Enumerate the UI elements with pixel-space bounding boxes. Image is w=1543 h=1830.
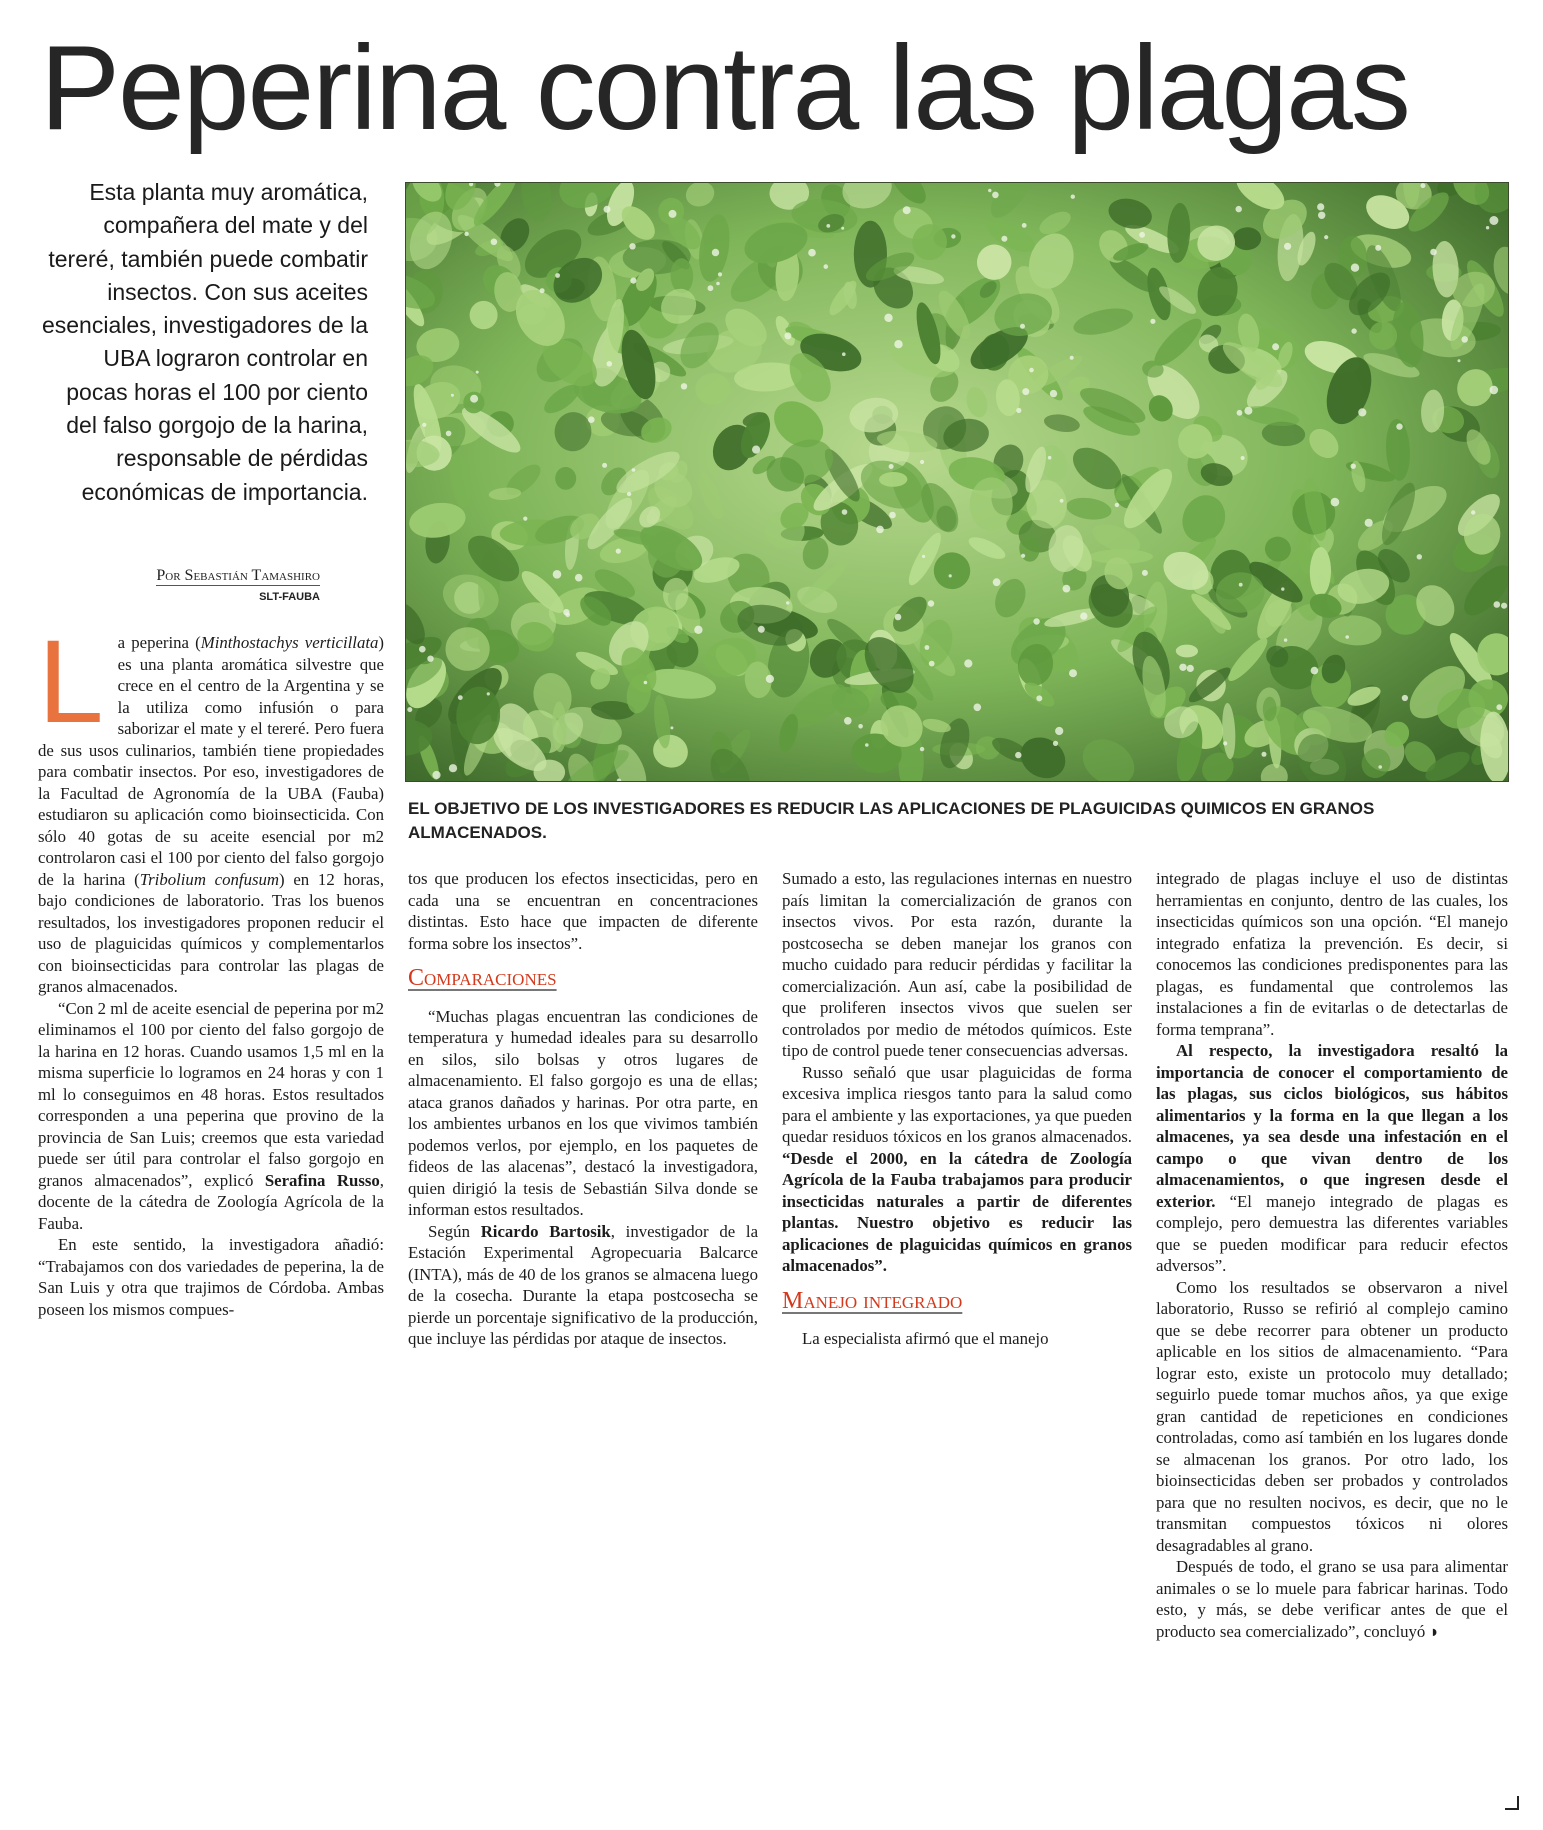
text: “El manejo integrado de plagas es complejo, pero demuestra las diferentes variables que se pueden modificar para reducir efectos adversos”. xyxy=(1156,1191,1508,1275)
flower-dot xyxy=(644,681,648,685)
flower-dot xyxy=(1187,665,1194,672)
lede-summary: Esta planta muy aromática, compañera del mate y del tereré, también puede combatir insectos. Con sus aceites esenciales, investigadores de la UBA lograron controlar en pocas horas el 100 por ciento del falso gorgojo de la harina, responsable de pérdidas económicas de importancia. xyxy=(41,179,368,505)
flower-dot xyxy=(563,609,569,615)
paragraph: Como los resultados se observaron a nivel laboratorio, Russo se refirió al complejo camino que se debe recorrer para obtener un producto aplicable en los sitios de almacenamiento. “Para lograr esto, existe un protocolo muy detallado; seguirlo puede tomar muchos años, ya que exige gran cantidad de repeticiones en condiciones controladas, como así también en los lugares donde se almacenan los granos. Por otro lado, los bioinsecticidas deben ser probados y controlados para que no resulten nocivos, es decir, que no le transmitan compuestos tóxicos ni olores desagradables al grano. xyxy=(1156,1277,1508,1555)
flower-dot xyxy=(844,717,852,725)
flower-dot xyxy=(974,704,982,712)
paragraph: Sumado a esto, las regulaciones internas en nuestro país limitan la comercialización de granos con insectos vivos. Por esta razón, durante la postcosecha se deben manejar los granos con mucho cuidado para reducir pérdidas y facilitar la comercialización. Aun así, cabe la posibilidad de que proliferen insectos vivos que suelen ser controlados por medio de métodos químicos. Este tipo de control puede tener consecuencias adversas. xyxy=(782,869,1132,1060)
text: ) en 12 horas, bajo condiciones de laboratorio. Tras los buenos resultados, los investigadores proponen reducir el uso de plaguicidas químicos y complementarlos con bioinsecticidas para controlar las plagas de granos almacenados. xyxy=(38,869,385,996)
flower-dot xyxy=(1486,226,1489,229)
paragraph: En este sentido, la investigadora añadió: “Trabajamos con dos variedades de peperina, la de San Luis y otra que trajimos de Córdoba. Ambas poseen los mismos compues- xyxy=(38,1235,384,1319)
author-organization: SLT-FAUBA xyxy=(259,591,320,603)
flower-dot xyxy=(1489,216,1498,225)
text: Después de todo, el grano se usa para alimentar animales o se lo muele para fabricar harinas. Todo esto, y más, se debe verificar antes de que el producto sea comercializado”, concluyó xyxy=(1156,1557,1508,1641)
flower-dot xyxy=(1223,741,1227,745)
paragraph xyxy=(1156,1556,1508,1642)
flower-dot xyxy=(894,340,902,348)
flower-dot xyxy=(1050,390,1057,397)
flower-dot xyxy=(1490,386,1499,395)
article-column-1 xyxy=(38,616,385,1320)
flower-dot xyxy=(602,463,607,468)
flower-dot xyxy=(458,695,463,700)
flower-dot xyxy=(784,332,791,339)
flower-dot xyxy=(1365,519,1373,527)
flower-dot xyxy=(752,446,760,454)
flower-dot xyxy=(669,210,677,218)
flower-dot xyxy=(992,192,999,199)
flower-dot xyxy=(1358,408,1366,416)
flower-dot xyxy=(607,361,613,367)
flower-dot xyxy=(476,371,479,374)
flower-dot xyxy=(1345,635,1349,639)
flower-dot xyxy=(1284,243,1291,250)
flower-dot xyxy=(464,232,468,236)
flower-dot xyxy=(1324,235,1328,239)
flower-dot xyxy=(1016,408,1021,413)
flower-dot xyxy=(1055,727,1063,735)
flower-dot xyxy=(716,282,720,286)
flower-dot xyxy=(1331,498,1340,507)
flower-dot xyxy=(1417,554,1422,559)
flower-dot xyxy=(1053,741,1058,746)
flower-dot xyxy=(920,747,924,751)
flower-dot xyxy=(1471,510,1475,514)
flower-dot xyxy=(1317,203,1324,210)
flower-dot xyxy=(1375,245,1381,251)
flower-dot xyxy=(1048,456,1052,460)
flower-dot xyxy=(718,272,722,276)
flower-dot xyxy=(1351,328,1356,333)
flower-dot xyxy=(694,626,702,634)
flower-dot xyxy=(1241,456,1245,460)
flower-dot xyxy=(487,692,490,695)
flower-dot xyxy=(1430,249,1437,256)
leaf-shape xyxy=(1263,697,1277,722)
flower-dot xyxy=(1033,618,1039,624)
highlighted-text: Al respecto, la investigadora resaltó la importancia de conocer el comportamiento de las plagas, sus ciclos biológicos, sus hábitos alimentarios y la forma en la que llegan a los almacenes, ya sea desde una infestación en el campo o que vivan dentro de los almacenamientos, o que ingresen desde el exterior. xyxy=(1156,1041,1508,1211)
flower-dot xyxy=(1239,583,1243,587)
flower-dot xyxy=(1351,264,1359,272)
flower-dot xyxy=(842,509,848,515)
flower-dot xyxy=(920,460,924,464)
paragraph xyxy=(782,1062,1132,1277)
subheading-comparaciones: Comparaciones xyxy=(408,965,557,991)
flower-dot xyxy=(1458,359,1461,362)
flower-dot xyxy=(876,526,884,534)
flower-dot xyxy=(1142,570,1148,576)
flower-dot xyxy=(616,549,621,554)
flower-dot xyxy=(1001,236,1007,242)
flower-dot xyxy=(1015,752,1021,758)
flower-dot xyxy=(1494,601,1501,608)
flower-dot xyxy=(928,600,934,606)
article-column-4 xyxy=(1156,868,1508,1642)
flower-dot xyxy=(419,646,426,653)
peperina-plant-photo xyxy=(405,182,1509,782)
flower-dot xyxy=(1080,612,1087,619)
flower-dot xyxy=(858,724,863,729)
text: Russo señaló que usar plaguicidas de forma excesiva implica riesgos tanto para la salud como para el ambiente y las exportaciones, ya que pueden quedar residuos tóxicos en los granos almacenados. xyxy=(782,1062,1132,1146)
flower-dot xyxy=(1063,585,1071,593)
flower-dot xyxy=(1029,368,1034,373)
flower-dot xyxy=(630,278,636,284)
author-name: Por Sebastián Tamashiro xyxy=(156,567,320,584)
flower-dot xyxy=(988,189,991,192)
flower-dot xyxy=(842,352,846,356)
person-name: Serafina Russo xyxy=(264,1170,380,1190)
flower-dot xyxy=(841,227,844,230)
paragraph xyxy=(408,1221,758,1350)
flower-dot xyxy=(449,764,457,772)
intro-paragraph xyxy=(38,616,385,998)
flower-dot xyxy=(1115,503,1119,507)
person-name: Ricardo Bartosik xyxy=(480,1221,611,1241)
flower-dot xyxy=(451,394,454,397)
flower-dot xyxy=(922,555,925,558)
flower-dot xyxy=(895,614,902,621)
flower-dot xyxy=(1020,324,1025,329)
flower-dot xyxy=(1262,752,1267,757)
flower-dot xyxy=(1311,667,1319,675)
flower-dot xyxy=(670,726,673,729)
flower-dot xyxy=(1272,343,1279,350)
flower-dot xyxy=(627,492,631,496)
flower-dot xyxy=(1179,664,1186,671)
paragraph: tos que producen los efectos insecticidas, pero en cada una se encuentran en concentraciones distintas. Esto hace que impacten de diferente forma sobre los insectos”. xyxy=(408,869,758,953)
flower-dot xyxy=(993,578,1001,586)
flower-dot xyxy=(1378,765,1382,769)
article-column-2 xyxy=(408,868,758,1350)
flower-dot xyxy=(964,659,972,667)
photo-caption: EL OBJETIVO DE LOS INVESTIGADORES ES REDUCIR LAS APLICACIONES DE PLAGUICIDAS QUIMICOS EN GRANOS ALMACENADOS. xyxy=(408,799,1375,842)
headline: Peperina contra las plagas xyxy=(40,21,1409,155)
flower-dot xyxy=(427,656,433,662)
flower-dot xyxy=(1021,554,1025,558)
flower-dot xyxy=(786,601,789,604)
flower-dot xyxy=(1070,356,1074,360)
highlighted-quote: “Desde el 2000, en la cátedra de Zoología Agrícola de la Fauba trabajamos para producir insecticidas naturales a partir de diferentes plantas. Nuestro objetivo es reducir las aplicaciones de plaguicidas químicos en granos almacenados”. xyxy=(782,1148,1132,1275)
flower-dot xyxy=(903,206,911,214)
flower-dot xyxy=(553,570,562,579)
flower-dot xyxy=(604,206,611,213)
byline xyxy=(60,567,320,603)
paragraph xyxy=(38,998,384,1235)
flower-dot xyxy=(1496,704,1502,710)
flower-dot xyxy=(1237,410,1243,416)
flower-dot xyxy=(1318,212,1325,219)
flower-dot xyxy=(712,249,719,256)
flower-dot xyxy=(1281,587,1284,590)
paragraph: “Muchas plagas encuentran las condiciones de temperatura y humedad ideales para su desarrollo en silos, silo bolsas y otros lugares de almacenamiento. El falso gorgojo es una de ellas; ataca granos dañados y harinas. Por otra parte, en los ambientes urbanos en los que vivimos también podemos verlos, por ejemplo, en los paquetes de fideos de las alacenas”, destacó la investigadora, quien dirigió la tesis de Sebastián Silva donde se informan estos resultados. xyxy=(408,1006,758,1219)
flower-dot xyxy=(422,423,426,427)
flower-dot xyxy=(1402,695,1408,701)
flower-dot xyxy=(1071,195,1075,199)
flower-dot xyxy=(758,626,765,633)
flower-dot xyxy=(929,661,935,667)
flower-dot xyxy=(925,645,930,650)
flower-dot xyxy=(1139,232,1145,238)
flower-dot xyxy=(1060,499,1064,503)
flower-dot xyxy=(629,243,635,249)
flower-dot xyxy=(575,574,583,582)
flower-dot xyxy=(889,464,894,469)
flower-dot xyxy=(1396,423,1402,429)
flower-dot xyxy=(1420,183,1425,188)
peperina-foliage-image xyxy=(405,182,1509,782)
flower-dot xyxy=(766,675,774,683)
paragraph: integrado de plagas incluye el uso de distintas herramientas en conjunto, dentro de las cuales, los insecticidas químicos son una opción. “El manejo integrado enfatiza la prevención. Es decir, si conocemos las condiciones predisponentes para las plagas, es fundamental que controlemos las instalaciones a fin de evitarlas o de detectarlas de forma temprana”. xyxy=(1156,869,1508,1039)
flower-dot xyxy=(491,239,498,246)
flower-dot xyxy=(1244,407,1252,415)
paragraph xyxy=(1156,1040,1508,1277)
flower-dot xyxy=(1501,603,1507,609)
flower-dot xyxy=(824,264,829,269)
subheading-manejo-integrado: Manejo integrado xyxy=(782,1287,963,1314)
flower-dot xyxy=(1351,464,1356,469)
flower-dot xyxy=(889,512,896,519)
flower-dot xyxy=(1284,638,1287,641)
scientific-name: Minthostachys verticillata xyxy=(200,633,379,652)
text: Según xyxy=(428,1221,481,1241)
scientific-name: Tribolium confusum xyxy=(139,869,280,889)
flower-dot xyxy=(1022,388,1029,395)
flower-dot xyxy=(407,707,412,712)
flower-dot xyxy=(949,574,952,577)
drop-cap: L xyxy=(38,616,104,748)
flower-dot xyxy=(884,314,892,322)
flower-dot xyxy=(1022,223,1027,228)
text: , docente de la cátedra de Zoología Agrícola de la Fauba. xyxy=(38,1170,384,1233)
text: ) es una planta aromática silvestre que crece en el centro de la Argentina y se la utiliza como infusión o para saborizar el mate y el tereré. Pero fuera de sus usos culinarios, también tiene propiedades para combatir insectos. Por eso, investigadores de la Facultad de Agronomía de la UBA (Fauba) estudiaron su aplicación como bioinsecticida. Con sólo 40 gotas de su aceite esencial por m2 controlaron casi el 100 por ciento del falso gorgojo de la harina ( xyxy=(38,633,384,889)
flower-dot xyxy=(865,743,869,747)
flower-dot xyxy=(1236,206,1242,212)
text: “Con 2 ml de aceite esencial de peperina por m2 eliminamos el 100 por ciento del falso gorgojo de la harina en 12 horas. Cuando usamos 1,5 ml en la misma superficie lo logramos en 24 horas y con 1 ml lo conseguimos en 48 horas. Estos resultados corresponden a una peperina que provino de la provincia de San Luis; creemos que esta variedad puede ser útil para controlar el falso gorgojo en granos almacenados”, explicó xyxy=(38,998,384,1190)
text: a peperina ( xyxy=(117,633,201,652)
flower-dot xyxy=(632,468,636,472)
paragraph: La especialista afirmó que el manejo xyxy=(802,1329,1049,1348)
flower-dot xyxy=(1461,336,1468,343)
flower-dot xyxy=(555,273,560,278)
flower-dot xyxy=(1150,319,1155,324)
flower-dot xyxy=(588,416,595,423)
flower-dot xyxy=(432,771,440,779)
crop-mark xyxy=(1505,1796,1519,1810)
end-of-article-mark: ◗ xyxy=(1429,1621,1440,1641)
flower-dot xyxy=(951,234,955,238)
flower-dot xyxy=(1069,669,1077,677)
flower-dot xyxy=(1036,695,1042,701)
flower-dot xyxy=(681,383,687,389)
flower-dot xyxy=(708,285,714,291)
flower-dot xyxy=(523,517,527,521)
flower-dot xyxy=(808,249,816,257)
flower-dot xyxy=(826,224,830,228)
flower-dot xyxy=(470,395,478,403)
flower-dot xyxy=(540,288,545,293)
article-column-3 xyxy=(782,868,1132,1350)
flower-dot xyxy=(446,431,452,437)
text: , investigador de la Estación Experimental Agropecuaria Balcarce (INTA), más de 40 de los granos se almacena luego de la cosecha. Durante la etapa postcosecha se pierde un porcentaje significativo de la producción, que incluye las pérdidas por ataque de insectos. xyxy=(408,1221,759,1348)
